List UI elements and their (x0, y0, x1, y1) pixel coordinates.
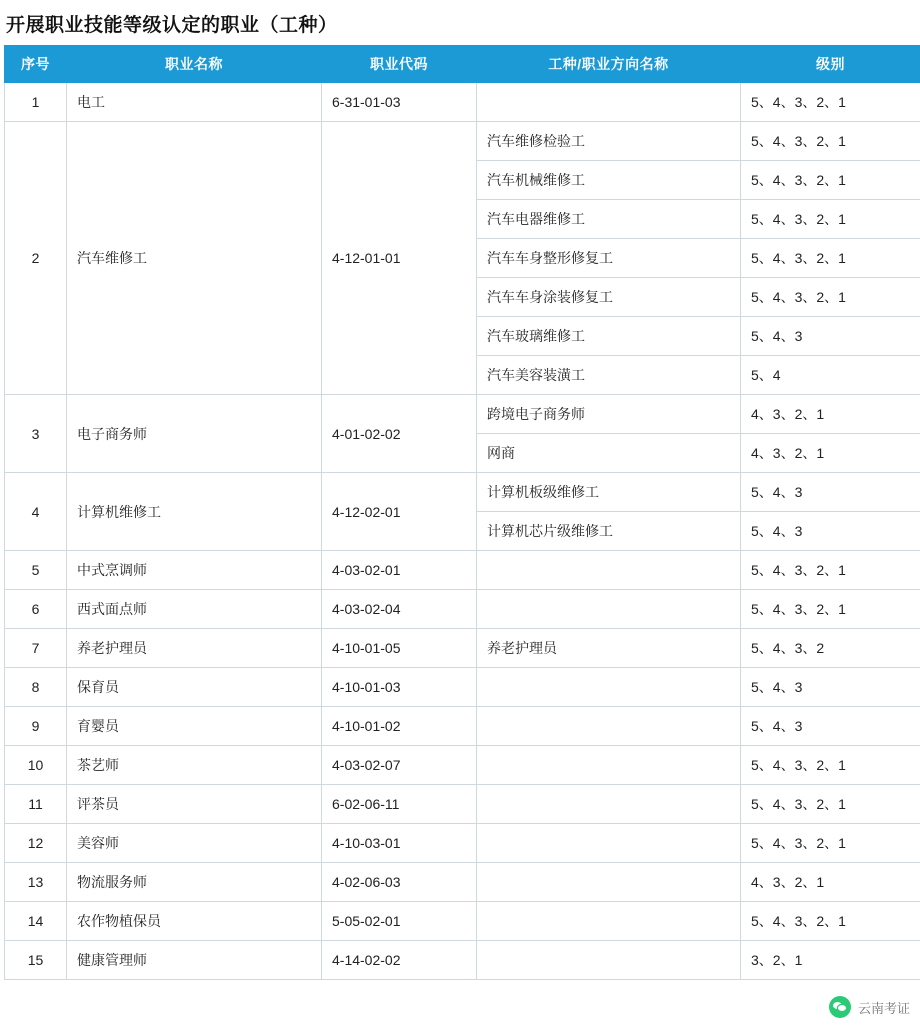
table-row (5, 668, 920, 707)
cell-occupation-code: 4-01-02-02 (322, 395, 477, 473)
cell-occupation-name: 育婴员 (67, 707, 322, 746)
cell-level: 3、2、1 (741, 941, 920, 980)
cell-level: 5、4、3、2、1 (741, 278, 920, 317)
cell-direction-name (477, 824, 741, 863)
cell-level: 5、4、3、2、1 (741, 746, 920, 785)
table-row (5, 863, 920, 902)
watermark-label: 云南考证 (857, 1000, 910, 1016)
cell-level: 5、4、3、2 (741, 629, 920, 668)
cell-occupation-code: 4-03-02-04 (322, 590, 477, 629)
cell-level: 4、3、2、1 (741, 395, 920, 434)
cell-level: 5、4、3、2、1 (741, 83, 920, 122)
table-row (5, 122, 920, 161)
cell-index: 1 (5, 83, 67, 122)
cell-occupation-name: 电工 (67, 83, 322, 122)
table-body (5, 83, 920, 980)
cell-direction-name (477, 551, 741, 590)
cell-occupation-name: 保育员 (67, 668, 322, 707)
cell-occupation-name: 养老护理员 (67, 629, 322, 668)
table-row (5, 551, 920, 590)
cell-level: 4、3、2、1 (741, 434, 920, 473)
table-row (5, 590, 920, 629)
cell-occupation-code: 4-02-06-03 (322, 863, 477, 902)
cell-level: 5、4、3、2、1 (741, 824, 920, 863)
cell-index: 6 (5, 590, 67, 629)
cell-index: 14 (5, 902, 67, 941)
cell-level: 5、4、3、2、1 (741, 902, 920, 941)
cell-index: 9 (5, 707, 67, 746)
column-header-index: 序号 (5, 46, 67, 83)
cell-direction-name: 网商 (477, 434, 741, 473)
occupation-table (4, 45, 920, 980)
table-row (5, 83, 920, 122)
cell-direction-name (477, 590, 741, 629)
table-row (5, 473, 920, 512)
cell-direction-name: 汽车美容装潢工 (477, 356, 741, 395)
cell-level: 5、4、3 (741, 512, 920, 551)
cell-direction-name (477, 83, 741, 122)
cell-level: 5、4 (741, 356, 920, 395)
cell-direction-name (477, 863, 741, 902)
column-header-direction-name: 工种/职业方向名称 (477, 46, 741, 83)
cell-level: 5、4、3、2、1 (741, 122, 920, 161)
cell-direction-name: 计算机芯片级维修工 (477, 512, 741, 551)
table-row (5, 629, 920, 668)
wechat-icon (829, 996, 851, 1018)
cell-occupation-code: 6-31-01-03 (322, 83, 477, 122)
table-row (5, 824, 920, 863)
cell-occupation-code: 4-10-03-01 (322, 824, 477, 863)
cell-level: 5、4、3、2、1 (741, 551, 920, 590)
cell-direction-name: 汽车车身涂装修复工 (477, 278, 741, 317)
cell-occupation-name: 农作物植保员 (67, 902, 322, 941)
cell-direction-name: 跨境电子商务师 (477, 395, 741, 434)
cell-index: 2 (5, 122, 67, 395)
cell-index: 7 (5, 629, 67, 668)
cell-index: 3 (5, 395, 67, 473)
cell-direction-name: 汽车车身整形修复工 (477, 239, 741, 278)
table-row (5, 785, 920, 824)
column-header-occupation-name: 职业名称 (67, 46, 322, 83)
cell-occupation-name: 汽车维修工 (67, 122, 322, 395)
cell-direction-name: 汽车电器维修工 (477, 200, 741, 239)
cell-direction-name: 养老护理员 (477, 629, 741, 668)
cell-occupation-name: 健康管理师 (67, 941, 322, 980)
cell-occupation-code: 4-12-01-01 (322, 122, 477, 395)
cell-direction-name: 汽车维修检验工 (477, 122, 741, 161)
cell-occupation-code: 4-03-02-07 (322, 746, 477, 785)
cell-occupation-name: 茶艺师 (67, 746, 322, 785)
cell-occupation-code: 6-02-06-11 (322, 785, 477, 824)
cell-level: 5、4、3、2、1 (741, 200, 920, 239)
cell-level: 5、4、3 (741, 707, 920, 746)
cell-index: 8 (5, 668, 67, 707)
table-row (5, 746, 920, 785)
cell-direction-name (477, 902, 741, 941)
cell-level: 5、4、3 (741, 473, 920, 512)
cell-index: 5 (5, 551, 67, 590)
cell-level: 5、4、3 (741, 668, 920, 707)
cell-occupation-code: 4-10-01-05 (322, 629, 477, 668)
column-header-occupation-code: 职业代码 (322, 46, 477, 83)
watermark (829, 996, 910, 1018)
cell-direction-name (477, 941, 741, 980)
page-title: 开展职业技能等级认定的职业（工种） (6, 15, 338, 36)
cell-level: 5、4、3、2、1 (741, 785, 920, 824)
cell-occupation-code: 4-03-02-01 (322, 551, 477, 590)
cell-index: 15 (5, 941, 67, 980)
cell-direction-name (477, 707, 741, 746)
cell-level: 4、3、2、1 (741, 863, 920, 902)
cell-occupation-name: 评茶员 (67, 785, 322, 824)
cell-index: 4 (5, 473, 67, 551)
cell-occupation-code: 5-05-02-01 (322, 902, 477, 941)
cell-occupation-name: 美容师 (67, 824, 322, 863)
cell-occupation-code: 4-10-01-03 (322, 668, 477, 707)
cell-level: 5、4、3、2、1 (741, 239, 920, 278)
column-header-level: 级别 (741, 46, 920, 83)
cell-occupation-name: 电子商务师 (67, 395, 322, 473)
table-row (5, 902, 920, 941)
table-row (5, 707, 920, 746)
cell-direction-name: 计算机板级维修工 (477, 473, 741, 512)
table-row (5, 395, 920, 434)
table-header-row (5, 46, 920, 83)
cell-occupation-name: 计算机维修工 (67, 473, 322, 551)
cell-occupation-name: 西式面点师 (67, 590, 322, 629)
cell-occupation-name: 物流服务师 (67, 863, 322, 902)
cell-index: 13 (5, 863, 67, 902)
table-row (5, 941, 920, 980)
cell-direction-name (477, 668, 741, 707)
cell-index: 10 (5, 746, 67, 785)
cell-level: 5、4、3 (741, 317, 920, 356)
cell-index: 11 (5, 785, 67, 824)
cell-occupation-code: 4-12-02-01 (322, 473, 477, 551)
cell-occupation-name: 中式烹调师 (67, 551, 322, 590)
cell-direction-name: 汽车机械维修工 (477, 161, 741, 200)
cell-direction-name: 汽车玻璃维修工 (477, 317, 741, 356)
cell-level: 5、4、3、2、1 (741, 161, 920, 200)
cell-level: 5、4、3、2、1 (741, 590, 920, 629)
cell-direction-name (477, 746, 741, 785)
cell-direction-name (477, 785, 741, 824)
cell-index: 12 (5, 824, 67, 863)
cell-occupation-code: 4-14-02-02 (322, 941, 477, 980)
cell-occupation-code: 4-10-01-02 (322, 707, 477, 746)
